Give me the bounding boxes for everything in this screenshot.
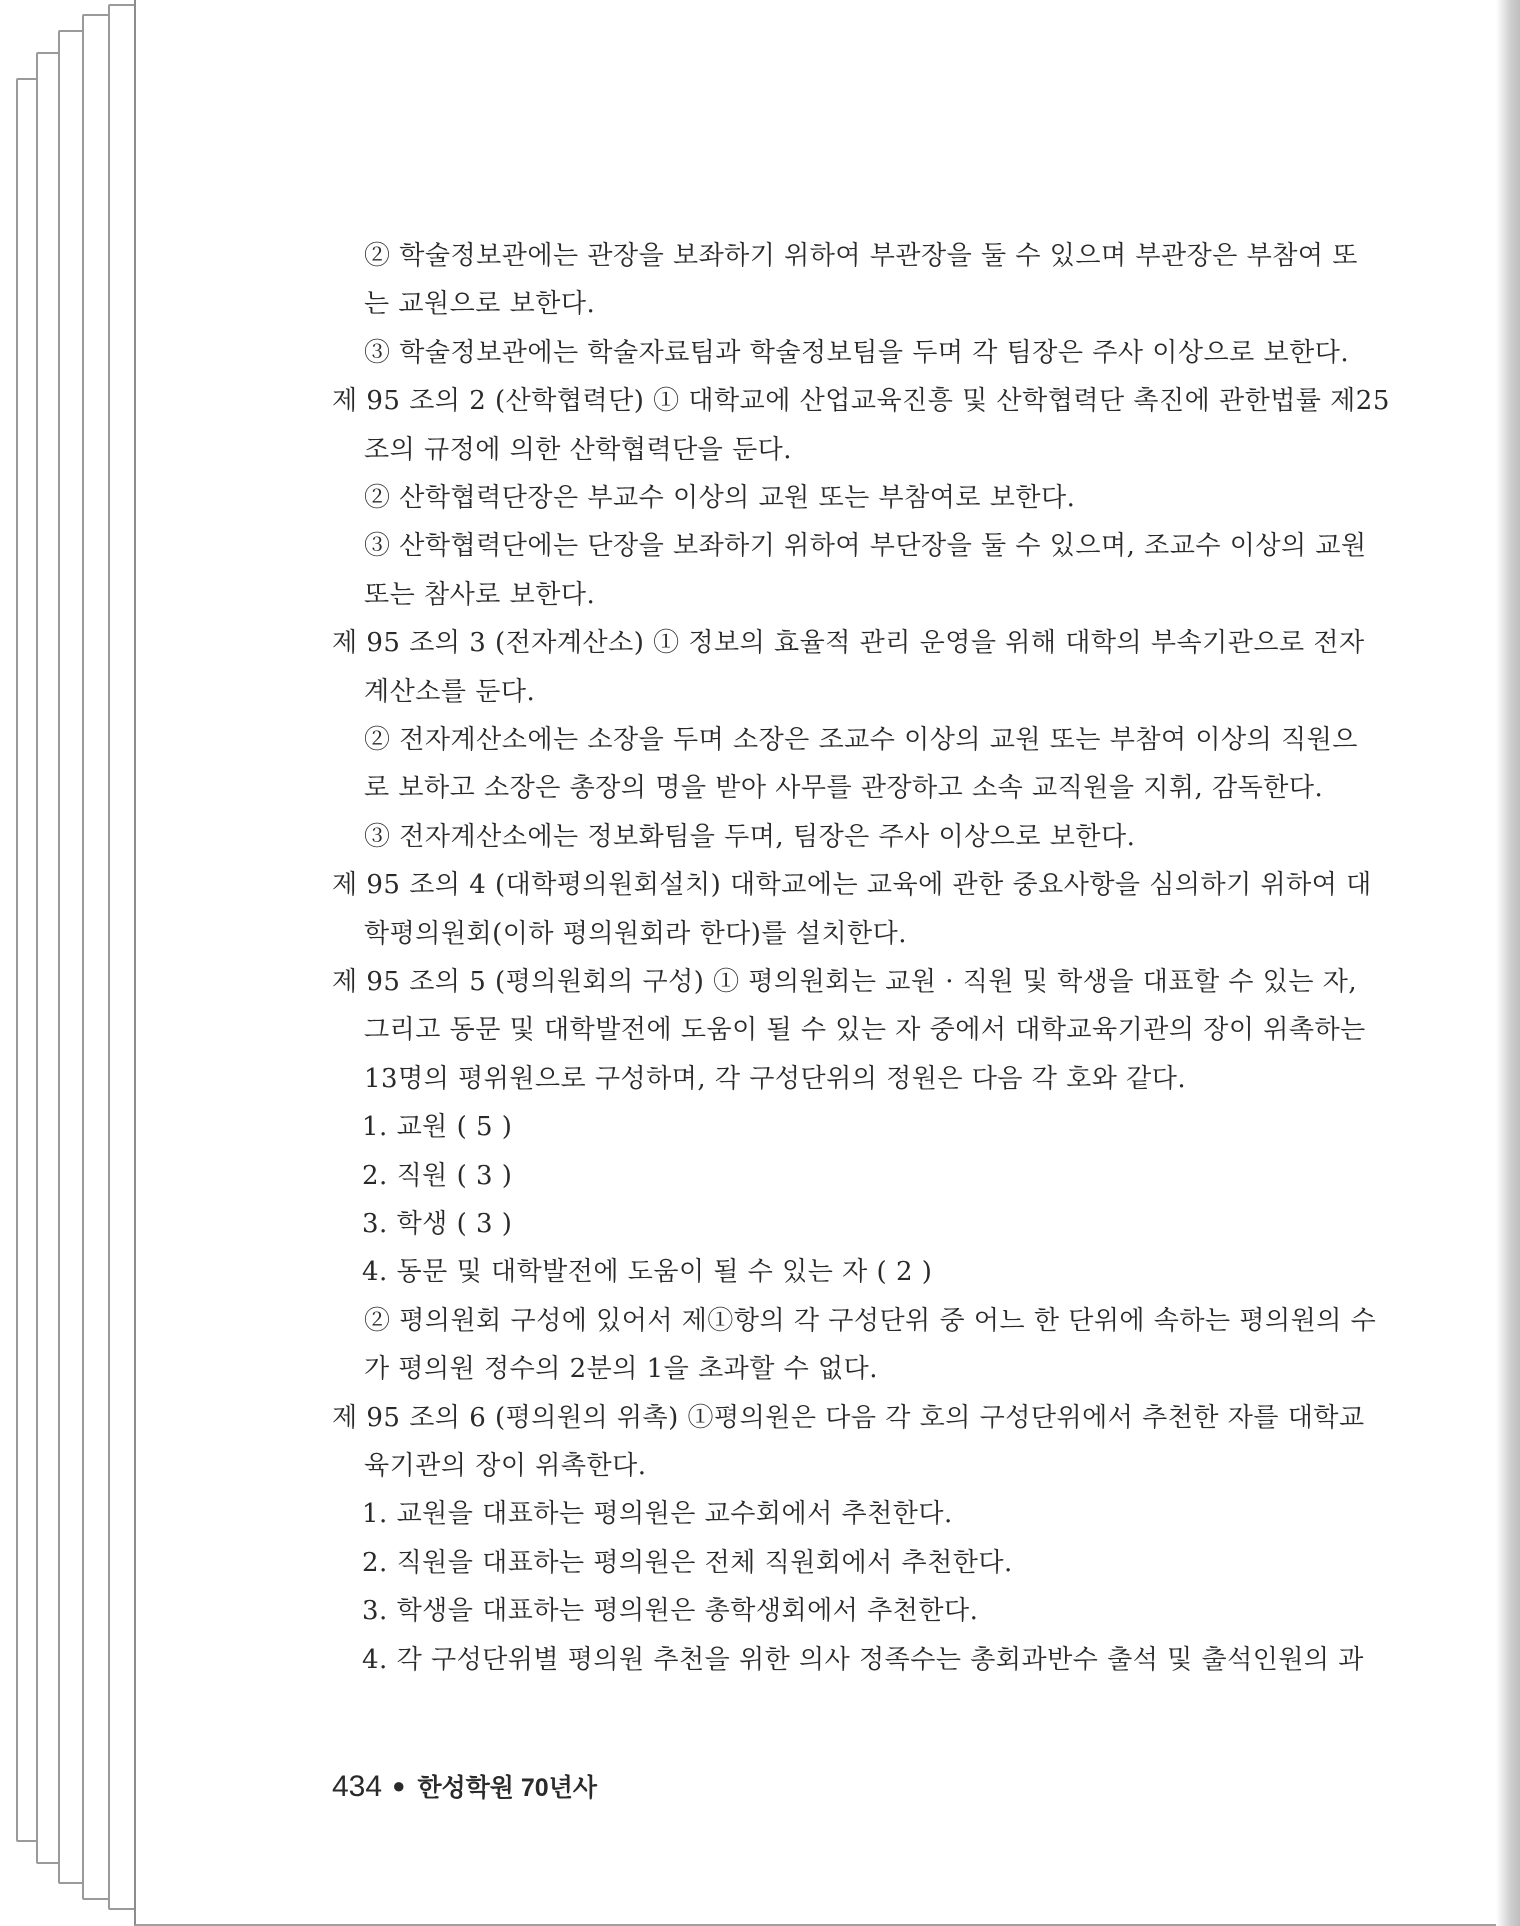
article-heading-line: 제 95 조의 4 (대학평의원회설치) 대학교에는 교육에 관한 중요사항을 심의하기 위하여 대 [332, 870, 1372, 900]
book-title: 한성학원 70년사 [417, 1774, 598, 1802]
paragraph-line: ③ 학술정보관에는 학술자료팀과 학술정보팀을 두며 각 팀장은 주사 이상으로 보한다. [364, 338, 1350, 368]
list-item: 4. 동문 및 대학발전에 도움이 될 수 있는 자 ( 2 ) [362, 1257, 933, 1287]
paragraph-line: 그리고 동문 및 대학발전에 도움이 될 수 있는 자 중에서 대학교육기관의 장이 위촉하는 [364, 1015, 1366, 1045]
paragraph-line: ② 학술정보관에는 관장을 보좌하기 위하여 부관장을 둘 수 있으며 부관장은 부참여 또 [364, 241, 1358, 271]
paragraph-line: 또는 참사로 보한다. [364, 580, 596, 610]
paragraph-line: 학평의원회(이하 평의원회라 한다)를 설치한다. [364, 919, 908, 949]
list-item: 2. 직원 ( 3 ) [362, 1161, 513, 1191]
paragraph-line: ② 평의원회 구성에 있어서 제①항의 각 구성단위 중 어느 한 단위에 속하는 평의원의 수 [364, 1306, 1377, 1336]
list-item: 3. 학생 ( 3 ) [362, 1209, 513, 1239]
list-item: 3. 학생을 대표하는 평의원은 총학생회에서 추천한다. [362, 1596, 979, 1626]
paragraph-line: ② 전자계산소에는 소장을 두며 소장은 조교수 이상의 교원 또는 부참여 이상의 직원으 [364, 725, 1358, 755]
list-item: 1. 교원 ( 5 ) [362, 1112, 513, 1142]
paragraph-line: 계산소를 둔다. [364, 677, 536, 707]
article-heading-line: 제 95 조의 3 (전자계산소) ① 정보의 효율적 관리 운영을 위해 대학의 부속기관으로 전자 [332, 628, 1365, 658]
list-item: 4. 각 구성단위별 평의원 추천을 위한 의사 정족수는 총회과반수 출석 및 출석인원의 과 [362, 1645, 1364, 1675]
article-heading-line: 제 95 조의 6 (평의원의 위촉) ①평의원은 다음 각 호의 구성단위에서 추천한 자를 대학교 [332, 1403, 1365, 1433]
article-heading-line: 제 95 조의 2 (산학협력단) ① 대학교에 산업교육진흥 및 산학협력단 촉진에 관한법률 제25 [332, 386, 1390, 416]
paragraph-line: ③ 전자계산소에는 정보화팀을 두며, 팀장은 주사 이상으로 보한다. [364, 822, 1136, 852]
page-number: 434 [332, 1770, 383, 1803]
paragraph-line: 조의 규정에 의한 산학협력단을 둔다. [364, 435, 793, 465]
paragraph-line: 육기관의 장이 위촉한다. [364, 1451, 647, 1481]
article-heading-line: 제 95 조의 5 (평의원회의 구성) ① 평의원회는 교원 · 직원 및 학생을 대표할 수 있는 자, [332, 967, 1358, 997]
paragraph-line: ③ 산학협력단에는 단장을 보좌하기 위하여 부단장을 둘 수 있으며, 조교수 이상의 교원 [364, 531, 1367, 561]
page-footer [332, 1768, 597, 1804]
list-item: 2. 직원을 대표하는 평의원은 전체 직원회에서 추천한다. [362, 1548, 1013, 1578]
book-page [134, 0, 1498, 1926]
paragraph-line: 13명의 평위원으로 구성하며, 각 구성단위의 정원은 다음 각 호와 같다. [364, 1064, 1187, 1094]
paragraph-line: 로 보하고 소장은 총장의 명을 받아 사무를 관장하고 소속 교직원을 지휘, 감독한다. [364, 773, 1324, 803]
paragraph-line: ② 산학협력단장은 부교수 이상의 교원 또는 부참여로 보한다. [364, 483, 1076, 513]
paragraph-line: 는 교원으로 보한다. [364, 289, 596, 319]
page-shadow [1496, 0, 1520, 1926]
bullet-icon: ● [392, 1773, 406, 1798]
paragraph-line: 가 평의원 정수의 2분의 1을 초과할 수 없다. [364, 1354, 879, 1384]
list-item: 1. 교원을 대표하는 평의원은 교수회에서 추천한다. [362, 1499, 953, 1529]
